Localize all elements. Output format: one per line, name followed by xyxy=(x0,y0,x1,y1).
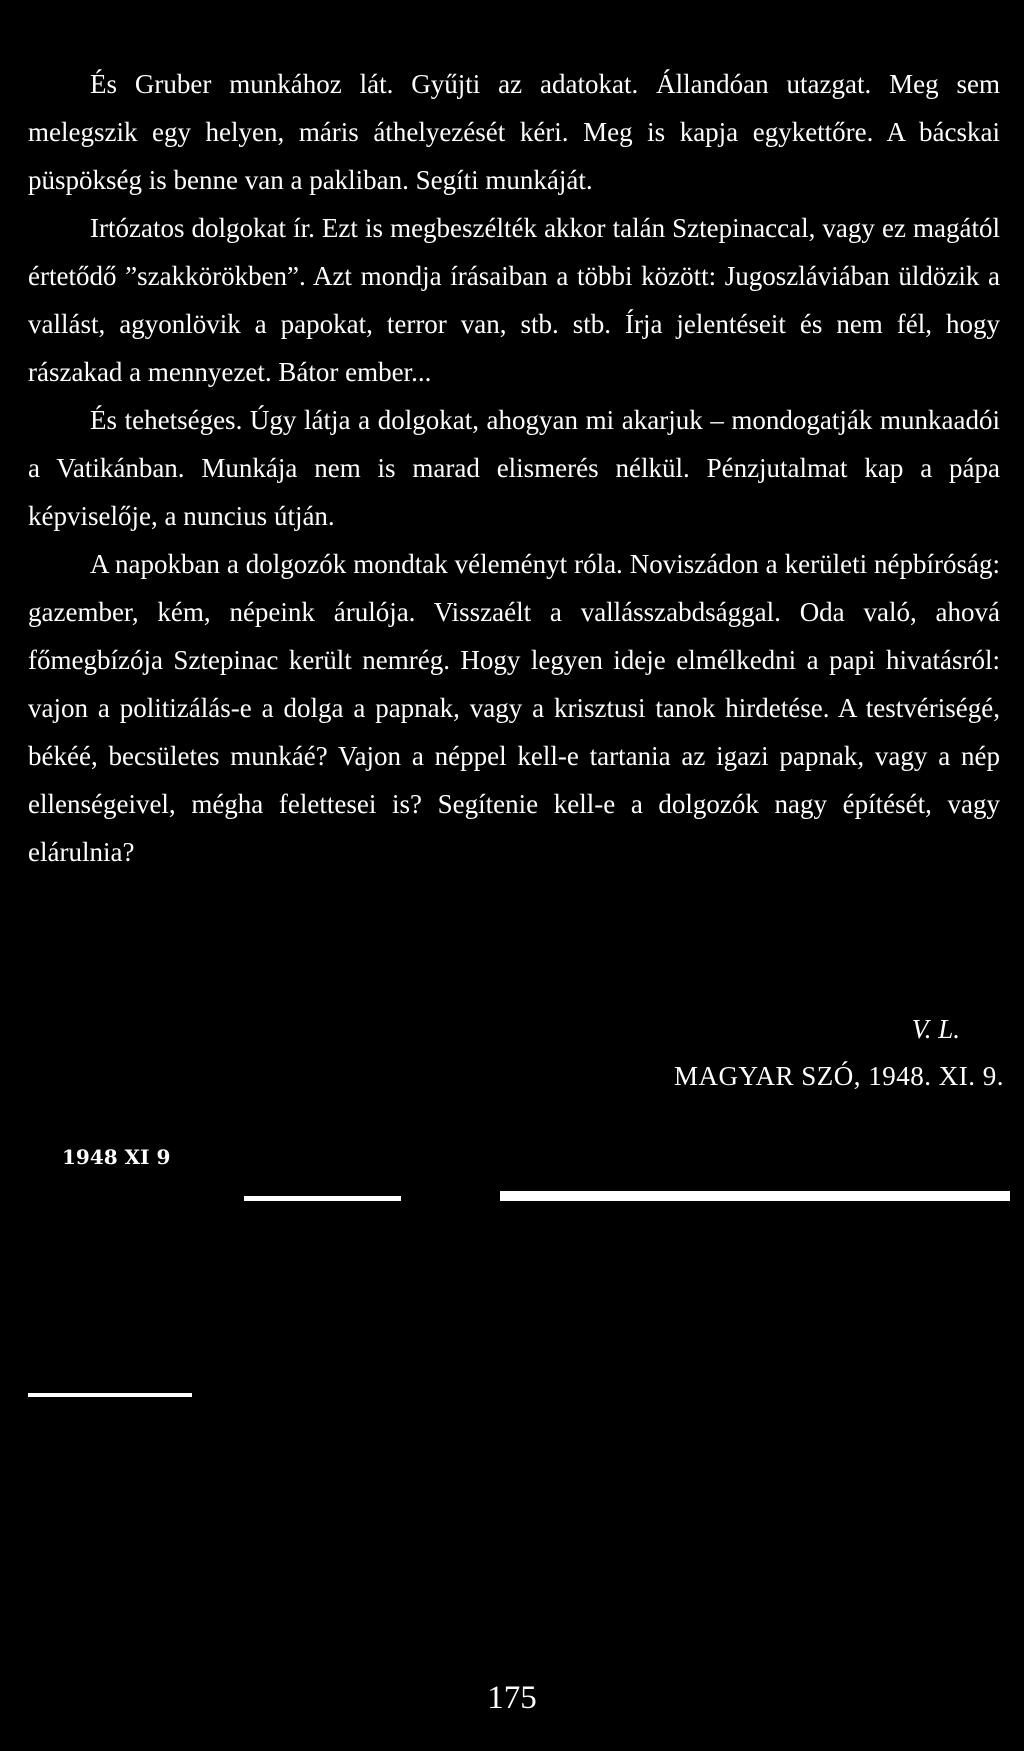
divider-line-left xyxy=(28,1393,192,1397)
author-signature: V. L. xyxy=(911,1014,960,1044)
page-number: 175 xyxy=(487,1680,537,1716)
paragraph-3: És tehetséges. Úgy látja a dolgokat, ahogyan mi akarjuk – mondogatják munkaadói a Vatikánban. Munkája nem is marad elismerés nélkül. Pénzjutalmat kap a pápa képviselője, a nuncius útján. xyxy=(28,405,1000,531)
paragraph-1: És Gruber munkához lát. Gyűjti az adatokat. Állandóan utazgat. Meg sem melegszik egy helyen, máris áthelyezését kéri. Meg is kapja egykettőre. A bácskai püspökség is benne van a pakliban. Segíti munkáját. xyxy=(28,69,1000,195)
date-stamp: 1948 XI 9 xyxy=(62,1145,171,1169)
paragraph-4: A napokban a dolgozók mondtak véleményt róla. Noviszádon a kerületi népbíróság: gazember, kém, népeink árulója. Visszaélt a vallásszabdsággal. Oda való, ahová főmegbízója Sztepinac került nemrég. Hogy legyen ideje elmélkedni a papi hivatásról: vajon a politizálás-e a dolga a papnak, vagy a krisztusi tanok hirdetése. A testvériségé, békéé, becsületes munkáé? Vajon a néppel kell-e tartania az igazi papnak, vagy a nép ellenségeivel, mégha felettesei is? Segítenie kell-e a dolgozók nagy építését, vagy elárulnia? xyxy=(28,549,1000,867)
divider-line-short xyxy=(244,1196,401,1201)
source-citation: MAGYAR SZÓ, 1948. XI. 9. xyxy=(673,1061,1004,1091)
divider-line-long xyxy=(500,1191,1010,1201)
article-body xyxy=(28,60,1000,876)
paragraph-2: Irtózatos dolgokat ír. Ezt is megbeszélték akkor talán Sztepinaccal, vagy ez magától értetődő ”szakkörökben”. Azt mondja írásaiban a többi között: Jugoszláviában üldözik a vallást, agyonlövik a papokat, terror van, stb. stb. Írja jelentéseit és nem fél, hogy rászakad a mennyezet. Bátor ember... xyxy=(28,213,1000,387)
